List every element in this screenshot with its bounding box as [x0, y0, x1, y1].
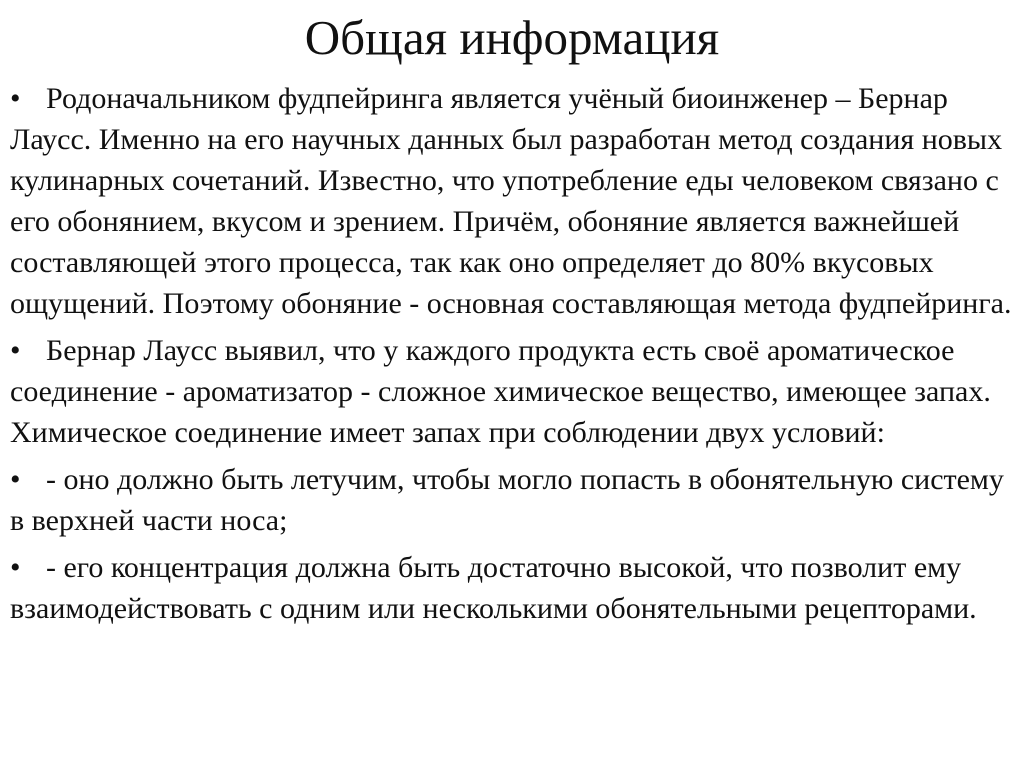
- bullet-item-2: [10, 330, 1014, 453]
- bullet-text: - оно должно быть летучим, чтобы могло попасть в обонятельную систему в верхней части носа;: [10, 463, 1004, 537]
- bullet-text: Родоначальником фудпейринга является учёный биоинженер – Бернар Лаусс. Именно на его научных данных был разработан метод создания новых кулинарных сочетаний. Известно, что употребление еды человеком связано с его обонянием, вкусом и зрением. Причём, обоняние является важнейшей составляющей этого процесса, так как оно определяет до 80% вкусовых ощущений. Поэтому обоняние - основная составляющая метода фудпейринга.: [10, 82, 1012, 320]
- bullet-marker: •: [10, 551, 21, 584]
- bullet-text: Бернар Лаусс выявил, что у каждого продукта есть своё ароматическое соединение - ароматизатор - сложное химическое вещество, имеющее запах. Химическое соединение имеет запах при соблюдении двух условий:: [10, 334, 991, 449]
- bullet-item-3: [10, 459, 1014, 541]
- slide-title: Общая информация: [304, 10, 720, 65]
- bullet-item-1: [10, 78, 1014, 324]
- bullet-item-4: [10, 547, 1014, 629]
- bullet-marker: •: [10, 334, 21, 367]
- bullet-list: [10, 78, 1014, 635]
- bullet-marker: •: [10, 463, 21, 496]
- bullet-marker: •: [10, 82, 21, 115]
- bullet-text: - его концентрация должна быть достаточно высокой, что позволит ему взаимодействовать с одним или несколькими обонятельными рецепторами.: [10, 551, 977, 625]
